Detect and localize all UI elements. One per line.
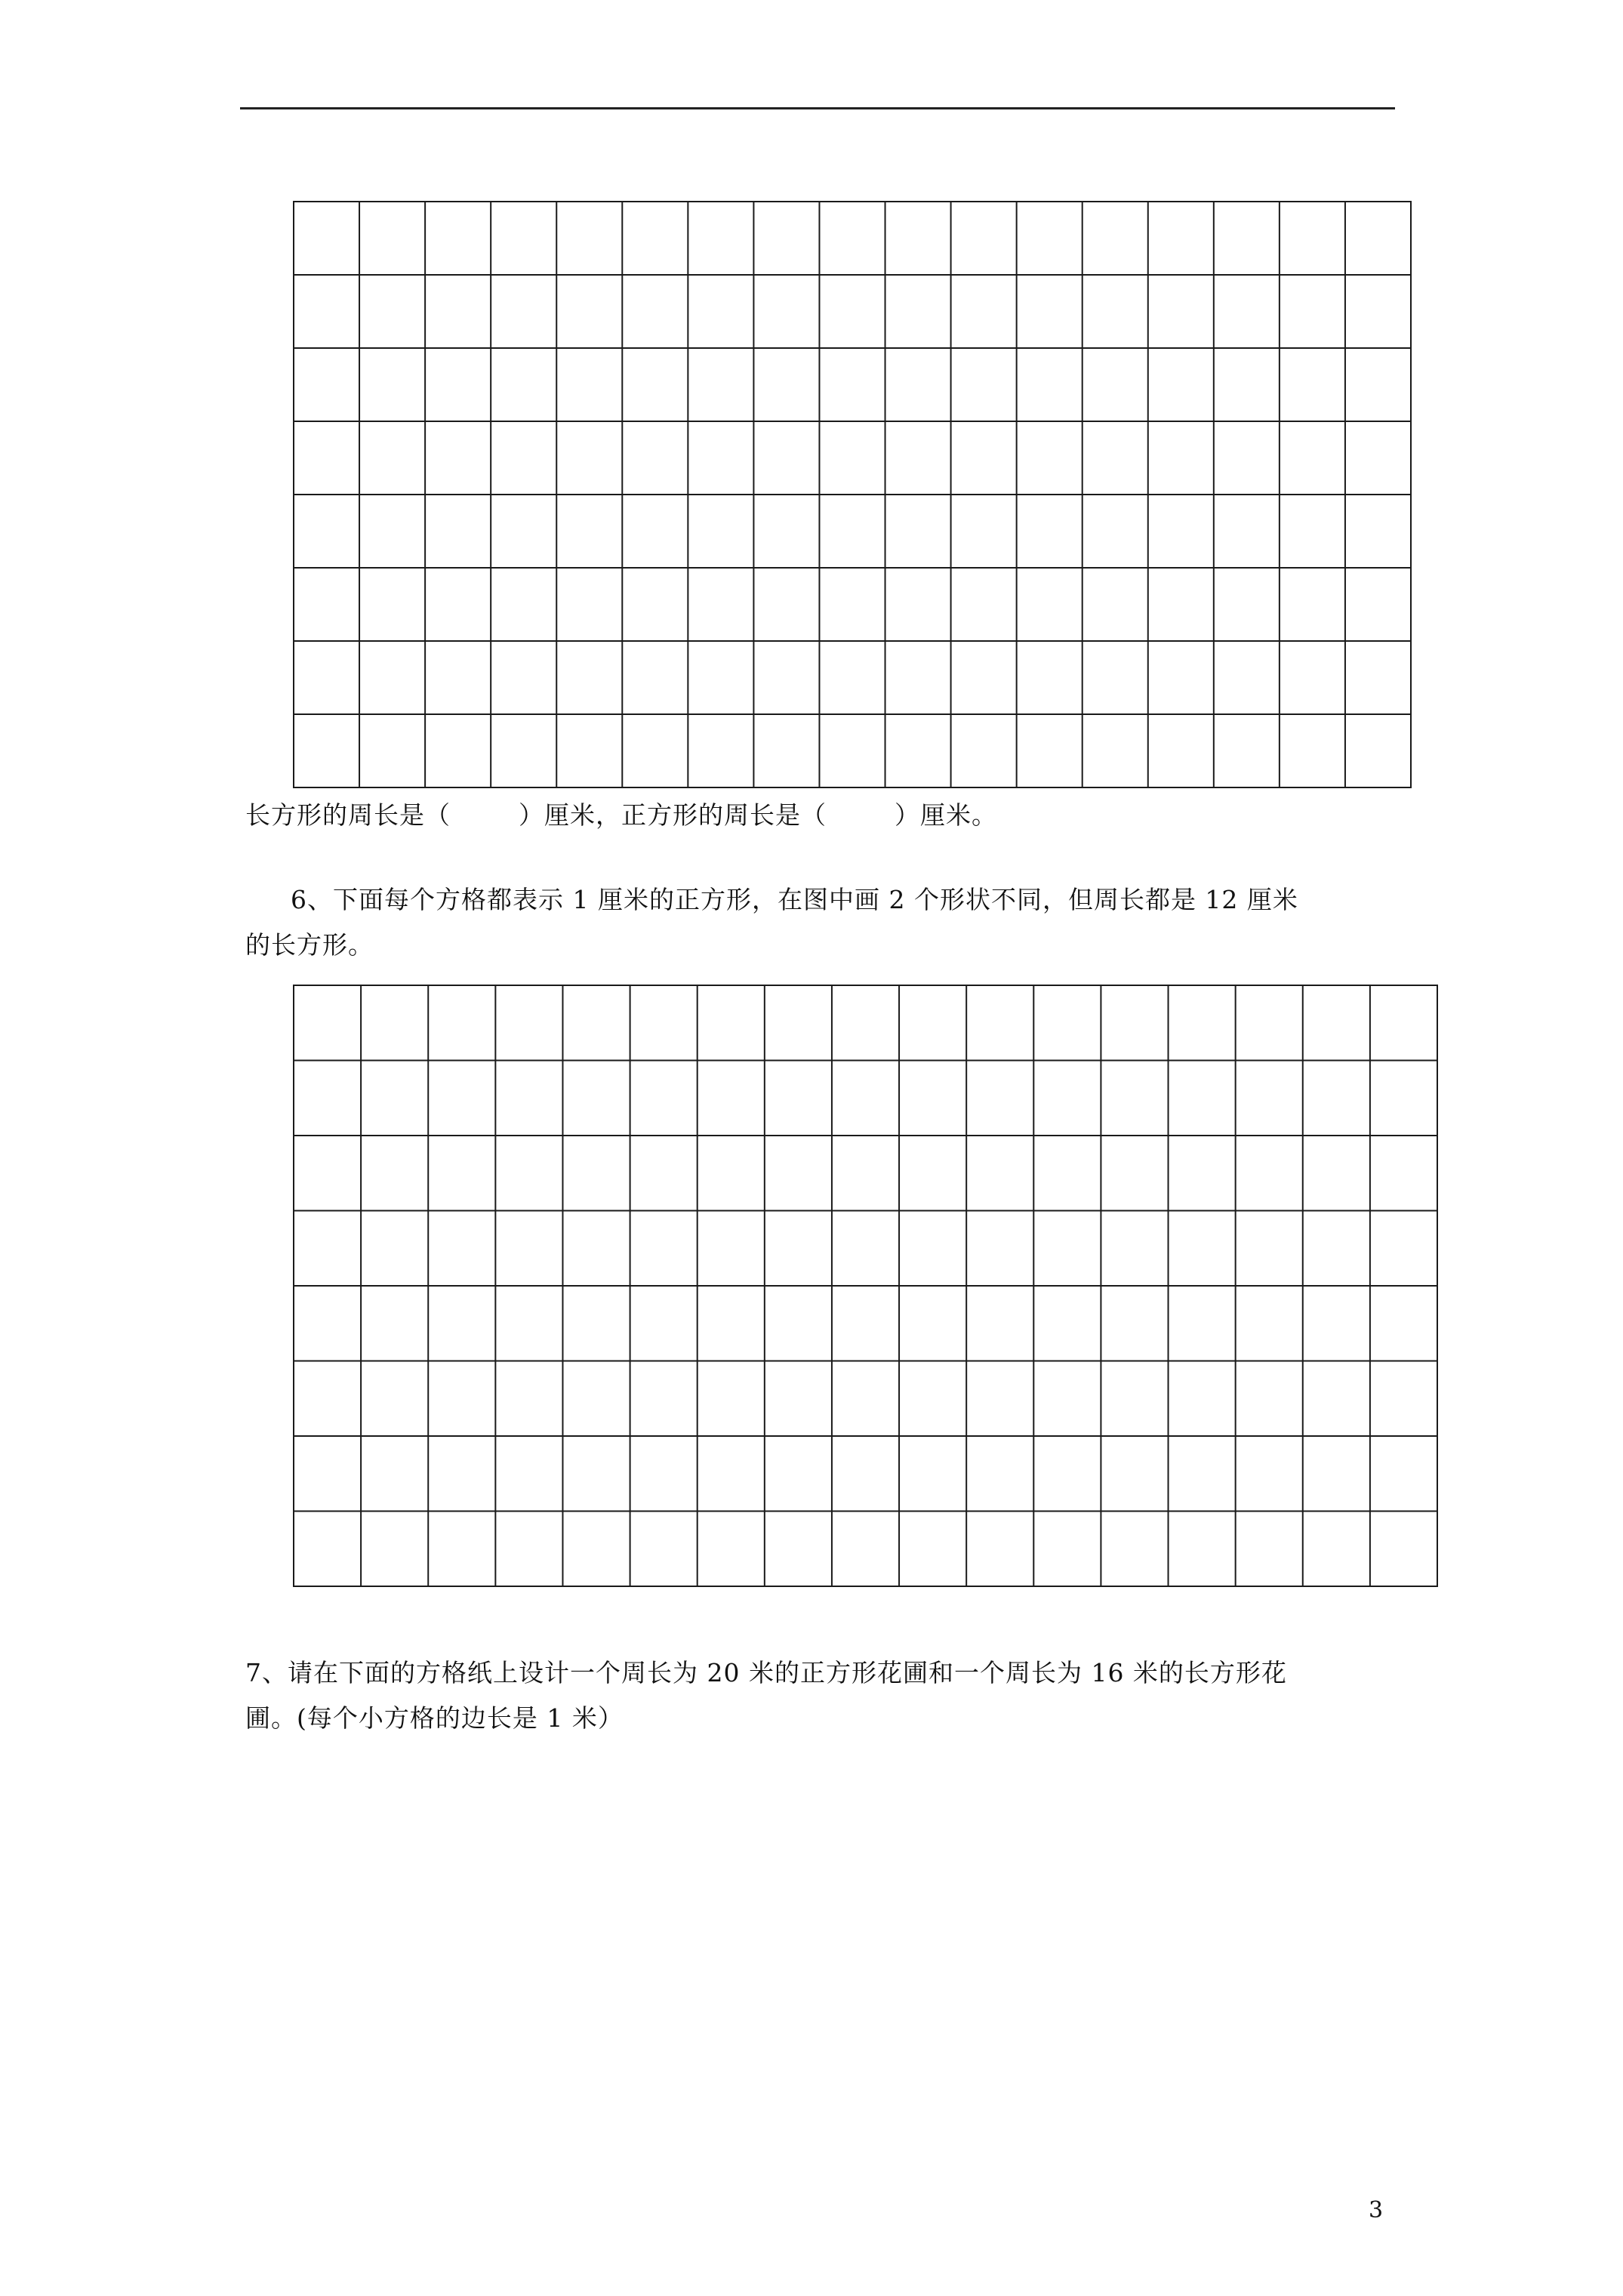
square-grid-2	[293, 985, 1438, 1587]
square-grid-1	[293, 201, 1412, 788]
grid-2-svg	[293, 985, 1438, 1587]
page-number: 3	[1369, 2197, 1384, 2224]
question-6-line-2: 的长方形。	[245, 930, 374, 960]
question-7-line-1: 7、请在下面的方格纸上设计一个周长为 20 米的正方形花圃和一个周长为 16 米的长方形花	[245, 1658, 1287, 1687]
question-6-line-1: 6、下面每个方格都表示 1 厘米的正方形，在图中画 2 个形状不同，但周长都是 12 厘米	[291, 885, 1298, 914]
answer-text-part-3: ）厘米。	[895, 800, 997, 830]
answer-text-part-2: ）厘米，正方形的周长是（	[519, 800, 827, 830]
question-7-line-2: 圃。(每个小方格的边长是 1 米）	[245, 1703, 624, 1733]
header-rule	[240, 107, 1395, 109]
grid-1-svg	[293, 201, 1412, 788]
answer-text-part-1: 长方形的周长是（	[245, 800, 451, 830]
question-5-answer-line	[245, 796, 997, 835]
